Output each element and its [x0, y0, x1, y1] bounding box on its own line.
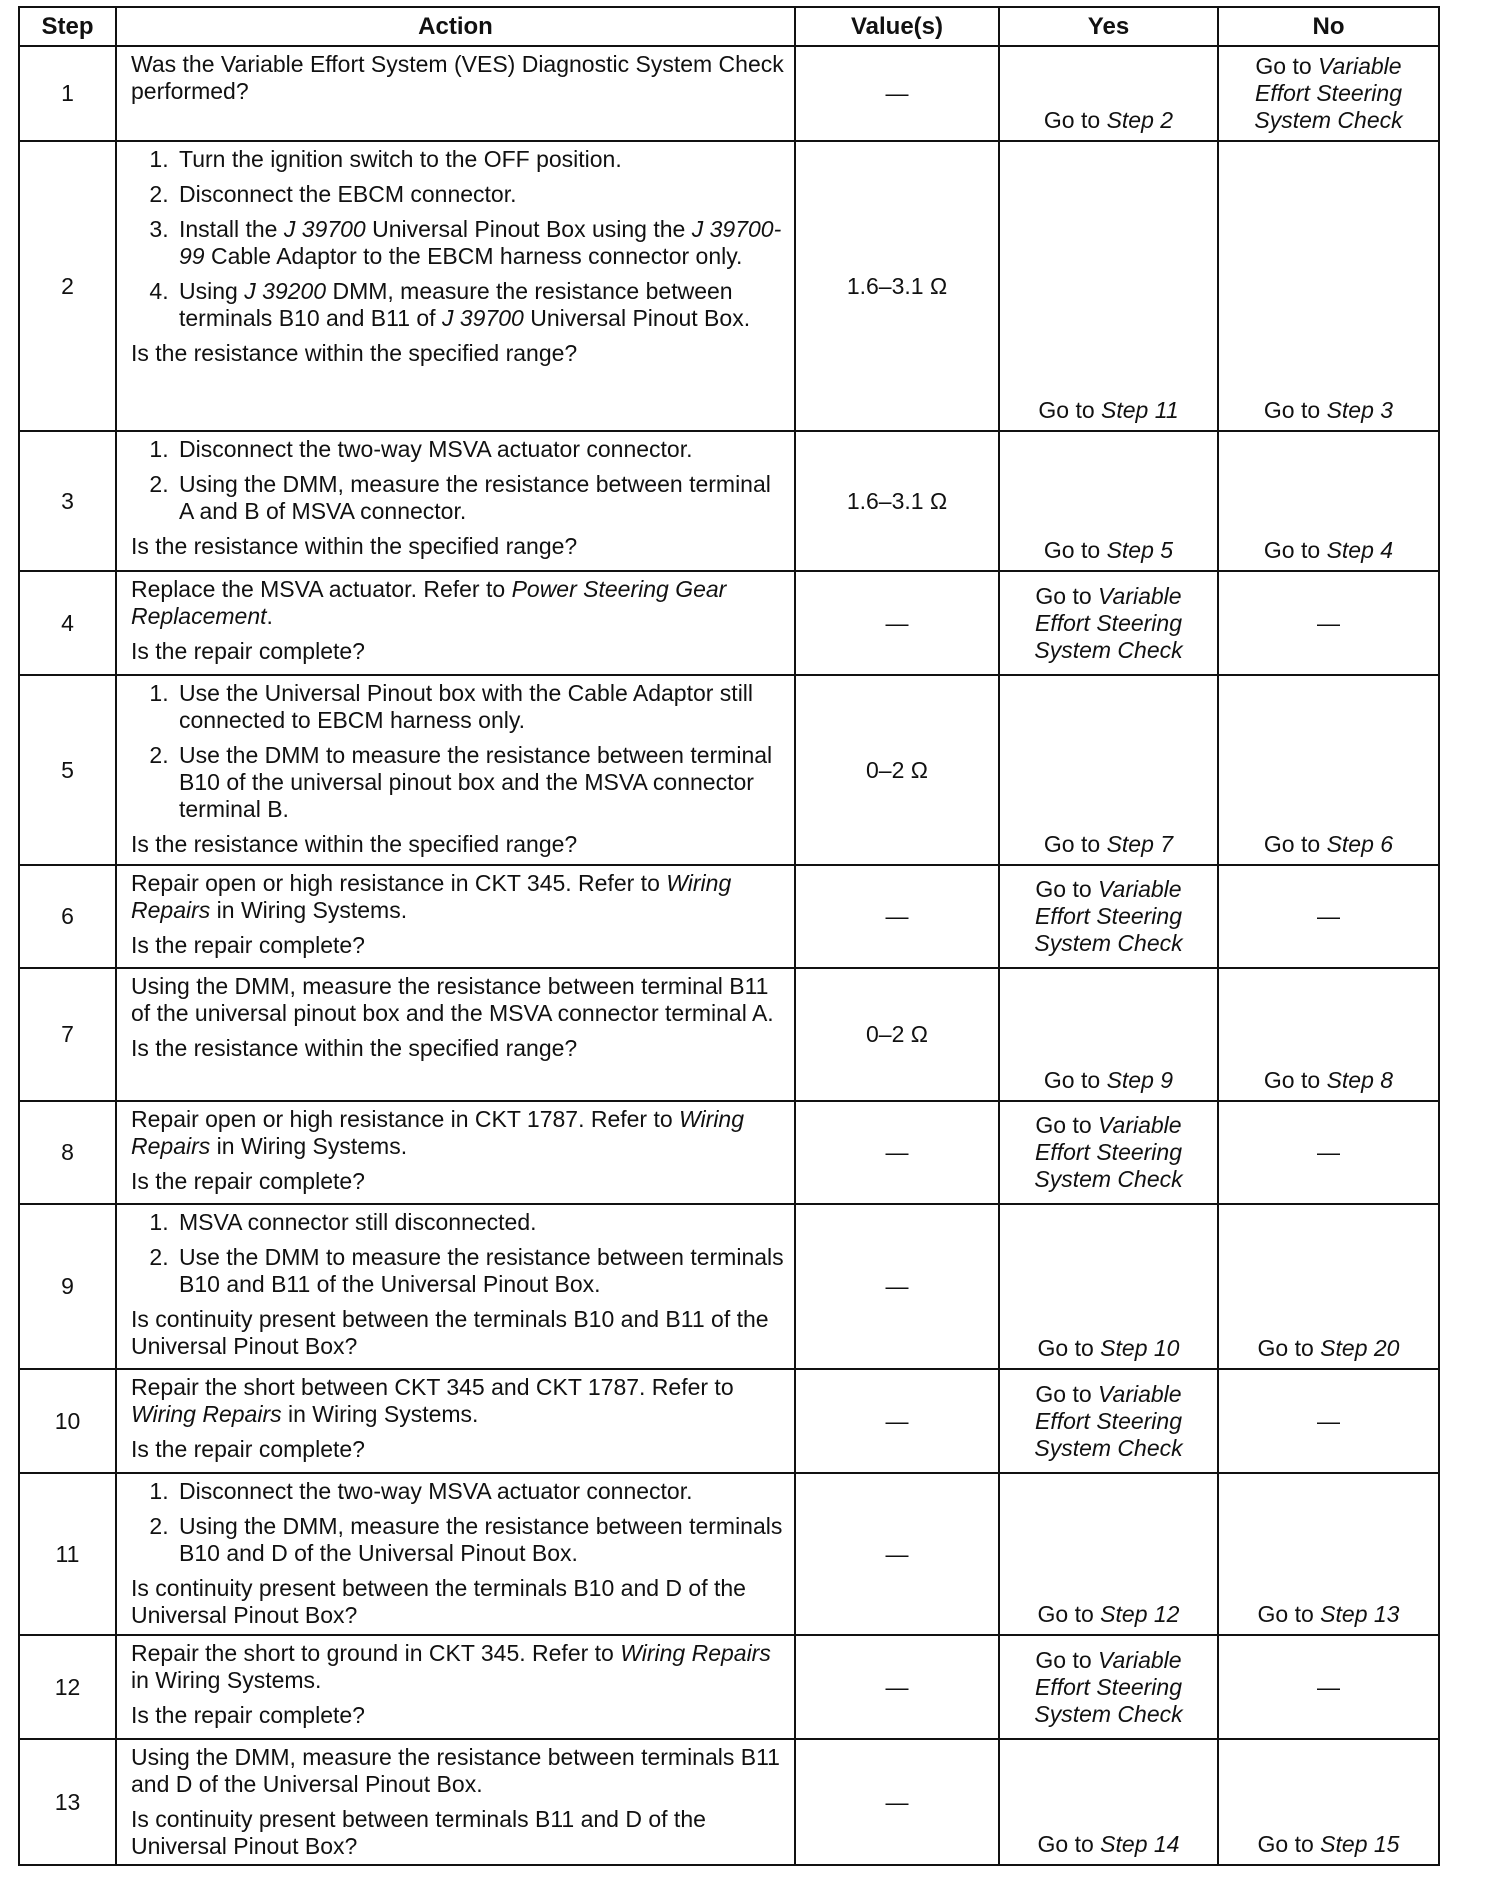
step-number: 12	[19, 1635, 116, 1739]
action-text: Using the DMM, measure the resistance between terminals B11 and D of the Universal Pinout Box.	[131, 1744, 780, 1797]
value-cell: 0–2 Ω	[795, 675, 999, 865]
yes-cell: Go to Step 14	[999, 1739, 1218, 1865]
no-cell	[1218, 46, 1439, 141]
yes-cell: Go to Step 9	[999, 968, 1218, 1101]
header-values: Value(s)	[795, 7, 999, 46]
action-question: Is the repair complete?	[131, 638, 365, 664]
step-number: 5	[19, 675, 116, 865]
header-step: Step	[19, 7, 116, 46]
header-no: No	[1218, 7, 1439, 46]
no-cell: Go to Step 3	[1218, 141, 1439, 431]
table-row	[19, 141, 1439, 431]
yes-cell: Go to Variable Effort Steering System Check	[999, 1635, 1218, 1739]
list-item: 2. Using the DMM, measure the resistance between terminal A and B of MSVA connector.	[175, 471, 786, 525]
table-row	[19, 1739, 1439, 1865]
table-row	[19, 968, 1439, 1101]
no-link[interactable]: Step 3	[1326, 397, 1394, 423]
table-row	[19, 571, 1439, 675]
step-number: 8	[19, 1101, 116, 1204]
no-link[interactable]: Step 8	[1326, 1067, 1394, 1093]
header-yes: Yes	[999, 7, 1218, 46]
step-number: 7	[19, 968, 116, 1101]
list-item: 4. Using J 39200 DMM, measure the resistance between terminals B10 and B11 of J 39700 Universal Pinout Box.	[175, 278, 786, 332]
table-row	[19, 1635, 1439, 1739]
step-number: 6	[19, 865, 116, 968]
action-cell	[116, 1101, 795, 1204]
header-action: Action	[116, 7, 795, 46]
list-item: 1. Disconnect the two-way MSVA actuator connector.	[175, 436, 786, 463]
action-question: Is the repair complete?	[131, 1436, 365, 1462]
step-number: 4	[19, 571, 116, 675]
value-cell: —	[795, 1204, 999, 1369]
value-cell: —	[795, 1473, 999, 1635]
step-number: 10	[19, 1369, 116, 1473]
table-row	[19, 1473, 1439, 1635]
table-row	[19, 1369, 1439, 1473]
step-number: 9	[19, 1204, 116, 1369]
action-cell	[116, 46, 795, 141]
no-cell: Go to Step 4	[1218, 431, 1439, 571]
value-cell: 1.6–3.1 Ω	[795, 431, 999, 571]
list-item: 2. Using the DMM, measure the resistance between terminals B10 and D of the Universal Pinout Box.	[175, 1513, 786, 1567]
yes-link[interactable]: Variable Effort Steering System Check	[1034, 1380, 1183, 1461]
no-link[interactable]: Variable Effort Steering System Check	[1254, 53, 1403, 133]
yes-cell: Go to Variable Effort Steering System Check	[999, 1101, 1218, 1204]
no-link[interactable]: Step 4	[1326, 537, 1394, 563]
action-cell	[116, 431, 795, 571]
action-text: Using the DMM, measure the resistance between terminal B11 of the universal pinout box and the MSVA connector terminal A.	[131, 973, 774, 1026]
action-question: Is the repair complete?	[131, 1168, 365, 1194]
yes-link[interactable]: Variable Effort Steering System Check	[1034, 876, 1183, 956]
action-steps-list	[131, 436, 786, 525]
action-question: Is the resistance within the specified range?	[131, 340, 578, 366]
no-cell: —	[1218, 1369, 1439, 1473]
list-item: 1. Use the Universal Pinout box with the Cable Adaptor still connected to EBCM harness only.	[175, 680, 786, 734]
value-cell: —	[795, 865, 999, 968]
no-link[interactable]: Step 13	[1320, 1601, 1400, 1627]
yes-cell	[999, 46, 1218, 141]
no-cell: Go to Step 6	[1218, 675, 1439, 865]
action-steps-list	[131, 1478, 786, 1567]
table-row	[19, 431, 1439, 571]
table-row	[19, 865, 1439, 968]
value-cell: —	[795, 1739, 999, 1865]
action-cell	[116, 675, 795, 865]
yes-link[interactable]: Step 14	[1100, 1831, 1180, 1857]
action-cell	[116, 1369, 795, 1473]
yes-cell: Go to Step 10	[999, 1204, 1218, 1369]
action-question: Is continuity present between terminals B11 and D of the Universal Pinout Box?	[131, 1806, 706, 1859]
action-text: Repair the short to ground in CKT 345. Refer to Wiring Repairs in Wiring Systems.	[131, 1640, 771, 1693]
list-item: 2. Disconnect the EBCM connector.	[175, 181, 786, 208]
action-cell	[116, 1473, 795, 1635]
action-cell	[116, 1204, 795, 1369]
header-row	[19, 7, 1439, 46]
action-question: Is the repair complete?	[131, 932, 365, 958]
action-steps-list	[131, 1209, 786, 1298]
step-number: 2	[19, 141, 116, 431]
no-prefix: Go to	[1255, 53, 1319, 79]
table-row	[19, 1101, 1439, 1204]
no-cell: —	[1218, 571, 1439, 675]
action-text: Repair the short between CKT 345 and CKT 1787. Refer to Wiring Repairs in Wiring Systems.	[131, 1374, 734, 1427]
table-row	[19, 675, 1439, 865]
no-cell: Go to Step 20	[1218, 1204, 1439, 1369]
table-row	[19, 1204, 1439, 1369]
value-cell: —	[795, 46, 999, 141]
list-item: 1. Disconnect the two-way MSVA actuator connector.	[175, 1478, 786, 1505]
action-text: Was the Variable Effort System (VES) Diagnostic System Check performed?	[131, 51, 784, 104]
action-cell	[116, 968, 795, 1101]
yes-cell: Go to Step 11	[999, 141, 1218, 431]
yes-cell: Go to Variable Effort Steering System Check	[999, 865, 1218, 968]
action-text: Repair open or high resistance in CKT 1787. Refer to Wiring Repairs in Wiring Systems.	[131, 1106, 745, 1159]
list-item: 1. Turn the ignition switch to the OFF position.	[175, 146, 786, 173]
no-cell: Go to Step 13	[1218, 1473, 1439, 1635]
action-question: Is the resistance within the specified range?	[131, 831, 578, 857]
yes-link[interactable]: Step 12	[1100, 1601, 1180, 1627]
yes-link[interactable]: Step 10	[1100, 1335, 1180, 1361]
action-cell	[116, 571, 795, 675]
value-cell: 1.6–3.1 Ω	[795, 141, 999, 431]
value-cell: —	[795, 1635, 999, 1739]
action-question: Is the resistance within the specified range?	[131, 1035, 578, 1061]
table-row	[19, 46, 1439, 141]
no-link[interactable]: Step 20	[1320, 1335, 1400, 1361]
list-item: 1. MSVA connector still disconnected.	[175, 1209, 786, 1236]
action-question: Is continuity present between the terminals B10 and D of the Universal Pinout Box?	[131, 1575, 746, 1628]
yes-cell: Go to Variable Effort Steering System Check	[999, 571, 1218, 675]
step-number: 3	[19, 431, 116, 571]
no-link[interactable]: Step 6	[1326, 831, 1394, 857]
value-cell: 0–2 Ω	[795, 968, 999, 1101]
list-item: 3. Install the J 39700 Universal Pinout Box using the J 39700-99 Cable Adaptor to the EBCM harness connector only.	[175, 216, 786, 270]
yes-link[interactable]: Step 2	[1106, 107, 1174, 133]
action-cell	[116, 865, 795, 968]
yes-link[interactable]: Step 7	[1106, 831, 1174, 857]
yes-link[interactable]: Step 11	[1101, 397, 1179, 423]
action-question: Is the repair complete?	[131, 1702, 365, 1728]
yes-link[interactable]: Variable Effort Steering System Check	[1034, 1646, 1183, 1727]
no-cell: —	[1218, 1101, 1439, 1204]
no-link[interactable]: Step 15	[1320, 1831, 1400, 1857]
no-cell: Go to Step 15	[1218, 1739, 1439, 1865]
yes-link[interactable]: Step 5	[1106, 537, 1174, 563]
action-question: Is the resistance within the specified range?	[131, 533, 578, 559]
value-cell: —	[795, 1369, 999, 1473]
yes-link[interactable]: Step 9	[1106, 1067, 1174, 1093]
value-cell: —	[795, 1101, 999, 1204]
action-cell	[116, 141, 795, 431]
diagnostic-table	[18, 6, 1440, 1866]
yes-link[interactable]: Variable Effort Steering System Check	[1034, 1112, 1183, 1192]
yes-prefix: Go to	[1043, 107, 1107, 133]
step-number: 11	[19, 1473, 116, 1635]
yes-cell: Go to Step 12	[999, 1473, 1218, 1635]
action-question: Is continuity present between the terminals B10 and B11 of the Universal Pinout Box?	[131, 1306, 769, 1359]
action-text: Repair open or high resistance in CKT 345. Refer to Wiring Repairs in Wiring Systems.	[131, 870, 732, 923]
yes-cell: Go to Variable Effort Steering System Check	[999, 1369, 1218, 1473]
value-cell: —	[795, 571, 999, 675]
no-cell: —	[1218, 865, 1439, 968]
yes-cell: Go to Step 7	[999, 675, 1218, 865]
no-cell: Go to Step 8	[1218, 968, 1439, 1101]
yes-cell: Go to Step 5	[999, 431, 1218, 571]
no-cell: —	[1218, 1635, 1439, 1739]
yes-link[interactable]: Variable Effort Steering System Check	[1034, 582, 1183, 663]
list-item: 2. Use the DMM to measure the resistance between terminal B10 of the universal pinout box and the MSVA connector terminal B.	[175, 742, 786, 823]
step-number: 13	[19, 1739, 116, 1865]
action-text: Replace the MSVA actuator. Refer to Power Steering Gear Replacement.	[131, 576, 727, 629]
action-cell	[116, 1739, 795, 1865]
step-number: 1	[19, 46, 116, 141]
list-item: 2. Use the DMM to measure the resistance between terminals B10 and B11 of the Universal Pinout Box.	[175, 1244, 786, 1298]
action-steps-list	[131, 146, 786, 332]
action-cell	[116, 1635, 795, 1739]
action-steps-list	[131, 680, 786, 823]
